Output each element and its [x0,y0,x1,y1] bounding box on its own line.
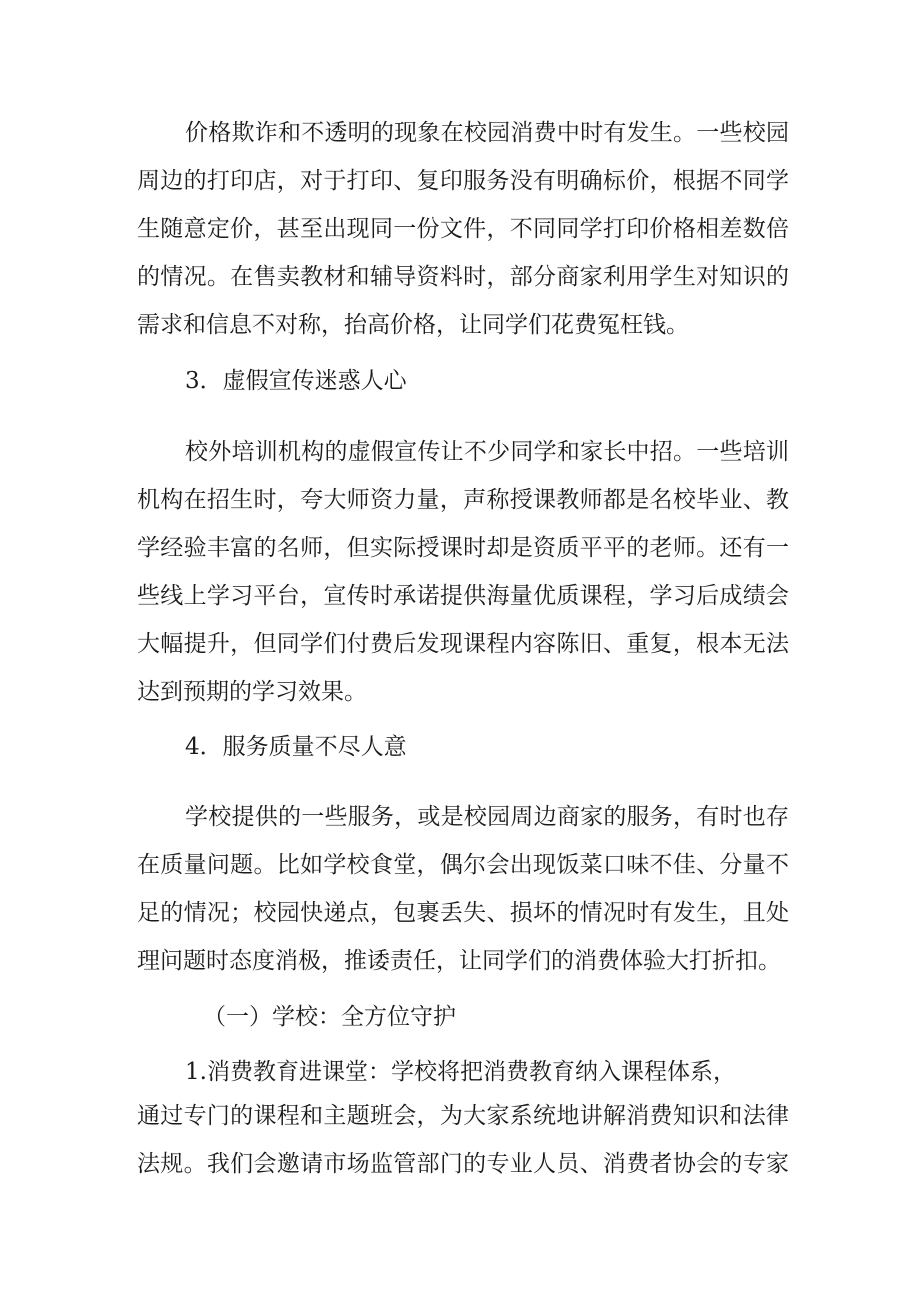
paragraph-2-line: 些线上学习平台，宣传时承诺提供海量优质课程，学习后成绩会 [137,583,789,609]
paragraph-2-line: 机构在招生时，夸大师资力量，声称授课教师都是名校毕业、教 [137,487,789,513]
paragraph-1-line: 生随意定价，甚至出现同一份文件，不同同学打印价格相差数倍 [137,216,789,242]
paragraph-3-line: 足的情况；校园快递点，包裹丢失、损坏的情况时有发生，且处 [137,900,789,926]
section-heading-school: （一）学校：全方位守护 [203,1004,456,1030]
paragraph-2-line: 达到预期的学习效果。 [137,679,367,705]
paragraph-1-line: 周边的打印店，对于打印、复印服务没有明确标价，根据不同学 [137,168,789,194]
paragraph-1-line: 需求和信息不对称，抬高价格，让同学们花费冤枉钱。 [137,312,689,338]
section-heading-3: 3．虚假宣传迷惑人心 [185,368,407,394]
item-1-line: 通过专门的课程和主题班会，为大家系统地讲解消费知识和法律 [137,1103,789,1129]
paragraph-2-line: 校外培训机构的虚假宣传让不少同学和家长中招。一些培训 [185,439,789,465]
paragraph-2-line: 大幅提升，但同学们付费后发现课程内容陈旧、重复，根本无法 [137,631,789,657]
paragraph-3-line: 学校提供的一些服务，或是校园周边商家的服务，有时也存 [185,804,789,830]
section-heading-4: 4．服务质量不尽人意 [185,734,407,760]
paragraph-3-line: 理问题时态度消极，推诿责任，让同学们的消费体验大打折扣。 [137,948,781,974]
paragraph-3-line: 在质量问题。比如学校食堂，偶尔会出现饭菜口味不佳、分量不 [137,852,789,878]
paragraph-2-line: 学经验丰富的名师，但实际授课时却是资质平平的老师。还有一 [137,535,789,561]
paragraph-1-line: 价格欺诈和不透明的现象在校园消费中时有发生。一些校园 [185,120,789,146]
paragraph-1-line: 的情况。在售卖教材和辅导资料时，部分商家利用学生对知识的 [137,264,789,290]
item-1-first-line: 1.消费教育进课堂：学校将把消费教育纳入课程体系， [185,1059,736,1085]
item-1-line: 法规。我们会邀请市场监管部门的专业人员、消费者协会的专家 [137,1151,789,1177]
